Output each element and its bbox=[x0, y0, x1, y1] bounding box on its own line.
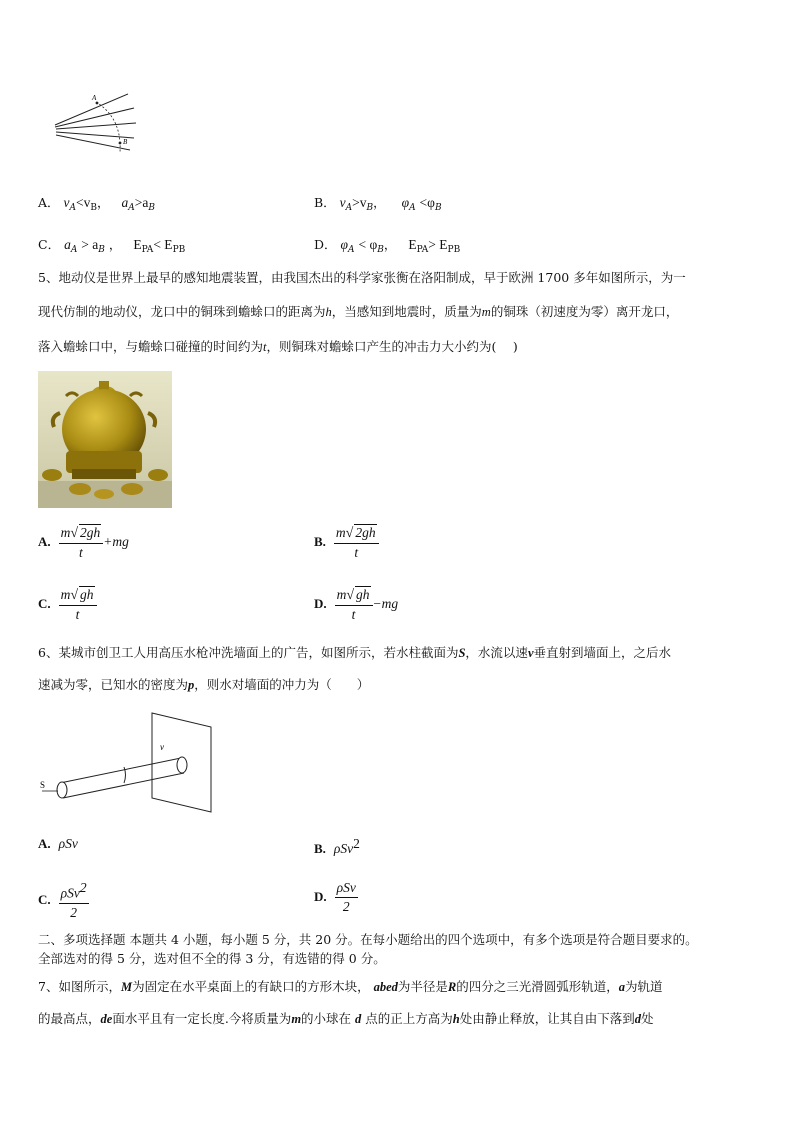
q6-option-b[interactable]: B. ρSv$^2$ bbox=[314, 836, 360, 857]
q6-option-c[interactable]: C. $\frac{\rho Sv^2}{2}$ bbox=[38, 880, 87, 920]
label-b: B bbox=[123, 138, 128, 146]
q5-line-3: 落入蟾蜍口中，与蟾蜍口碰撞的时间约为t，则铜珠对蟾蜍口产生的冲击力大小约为( ) bbox=[38, 339, 518, 354]
q6-line-2: 速减为零，已知水的密度为p，则水对墙面的冲力为（ ） bbox=[38, 677, 370, 692]
water-jet-figure bbox=[38, 710, 228, 816]
q4-option-d[interactable]: D． $\varphi_A < \varphi_B$， $E_{PA}> E_{PB}$ bbox=[314, 237, 461, 255]
q4-option-b[interactable]: B． $v_A>v_B$， $\varphi_A <\varphi_B$ bbox=[314, 195, 442, 213]
q6-option-d[interactable]: D. $\frac{\text{ρSv}}{2}$ bbox=[314, 880, 356, 914]
field-lines-figure bbox=[50, 88, 145, 160]
q6-line-1: 6、某城市创卫工人用高压水枪冲洗墙面上的广告，如图所示，若水柱截面为S，水流以速v垂直射到墙面上，之后水 bbox=[38, 645, 672, 660]
q5-option-b[interactable]: B. $\frac{m√ 2gh}{t}$ bbox=[314, 524, 379, 561]
q5-option-a[interactable]: A. $\frac{m√ 2gh}{t}$ +mg bbox=[38, 525, 129, 560]
q4-option-c[interactable]: C． $a_A > a_B$ ， $E_{PA}< E_{PB}$ bbox=[38, 237, 186, 255]
point-b-dot bbox=[119, 142, 122, 145]
q4-option-a[interactable]: A． $v_A<v_B$， $a_A>a_B$ bbox=[38, 195, 155, 213]
q5-line-1: 5、地动仪是世界上最早的感知地震装置，由我国杰出的科学家张衡在洛阳制成，早于欧洲 1700 多年如图所示，为一 bbox=[38, 270, 686, 285]
seismograph-photo bbox=[38, 371, 172, 508]
label-s: S bbox=[40, 780, 46, 790]
q5-line-2: 现代仿制的地动仪，龙口中的铜珠到蟾蜍口的距离为h，当感知到地震时，质量为m的铜珠（初速度为零）离开龙口， bbox=[38, 304, 679, 319]
label-v: v bbox=[160, 742, 164, 752]
q7-line-2: 的最高点，de面水平且有一定长度.今将质量为m的小球在 d 点的正上方高为h处由静止释放，让其自由下落到d处 bbox=[38, 1011, 654, 1026]
q5-option-c[interactable]: C. $\frac{m√ gh}{t}$ bbox=[38, 586, 97, 623]
q6-option-a[interactable]: A. ρSv bbox=[38, 836, 78, 851]
q5-option-d[interactable]: D. $\frac{m√ gh}{t}$ −mg bbox=[314, 587, 399, 622]
equipotential-arc bbox=[96, 102, 120, 152]
section-2-line-1: 二、多项选择题 本题共 4 小题，每小题 5 分，共 20 分。在每小题给出的四个选项中，有多个选项是符合题目要求的。 bbox=[38, 932, 698, 947]
q7-line-1: 7、如图所示，M为固定在水平桌面上的有缺口的方形木块， abed为半径是R的四分之三光滑圆弧形轨道，a为轨道 bbox=[38, 979, 663, 994]
label-a: A bbox=[92, 94, 97, 102]
point-a-dot bbox=[96, 102, 99, 105]
section-2-line-2: 全部选对的得 5 分，选对但不全的得 3 分，有选错的得 0 分。 bbox=[38, 951, 386, 966]
